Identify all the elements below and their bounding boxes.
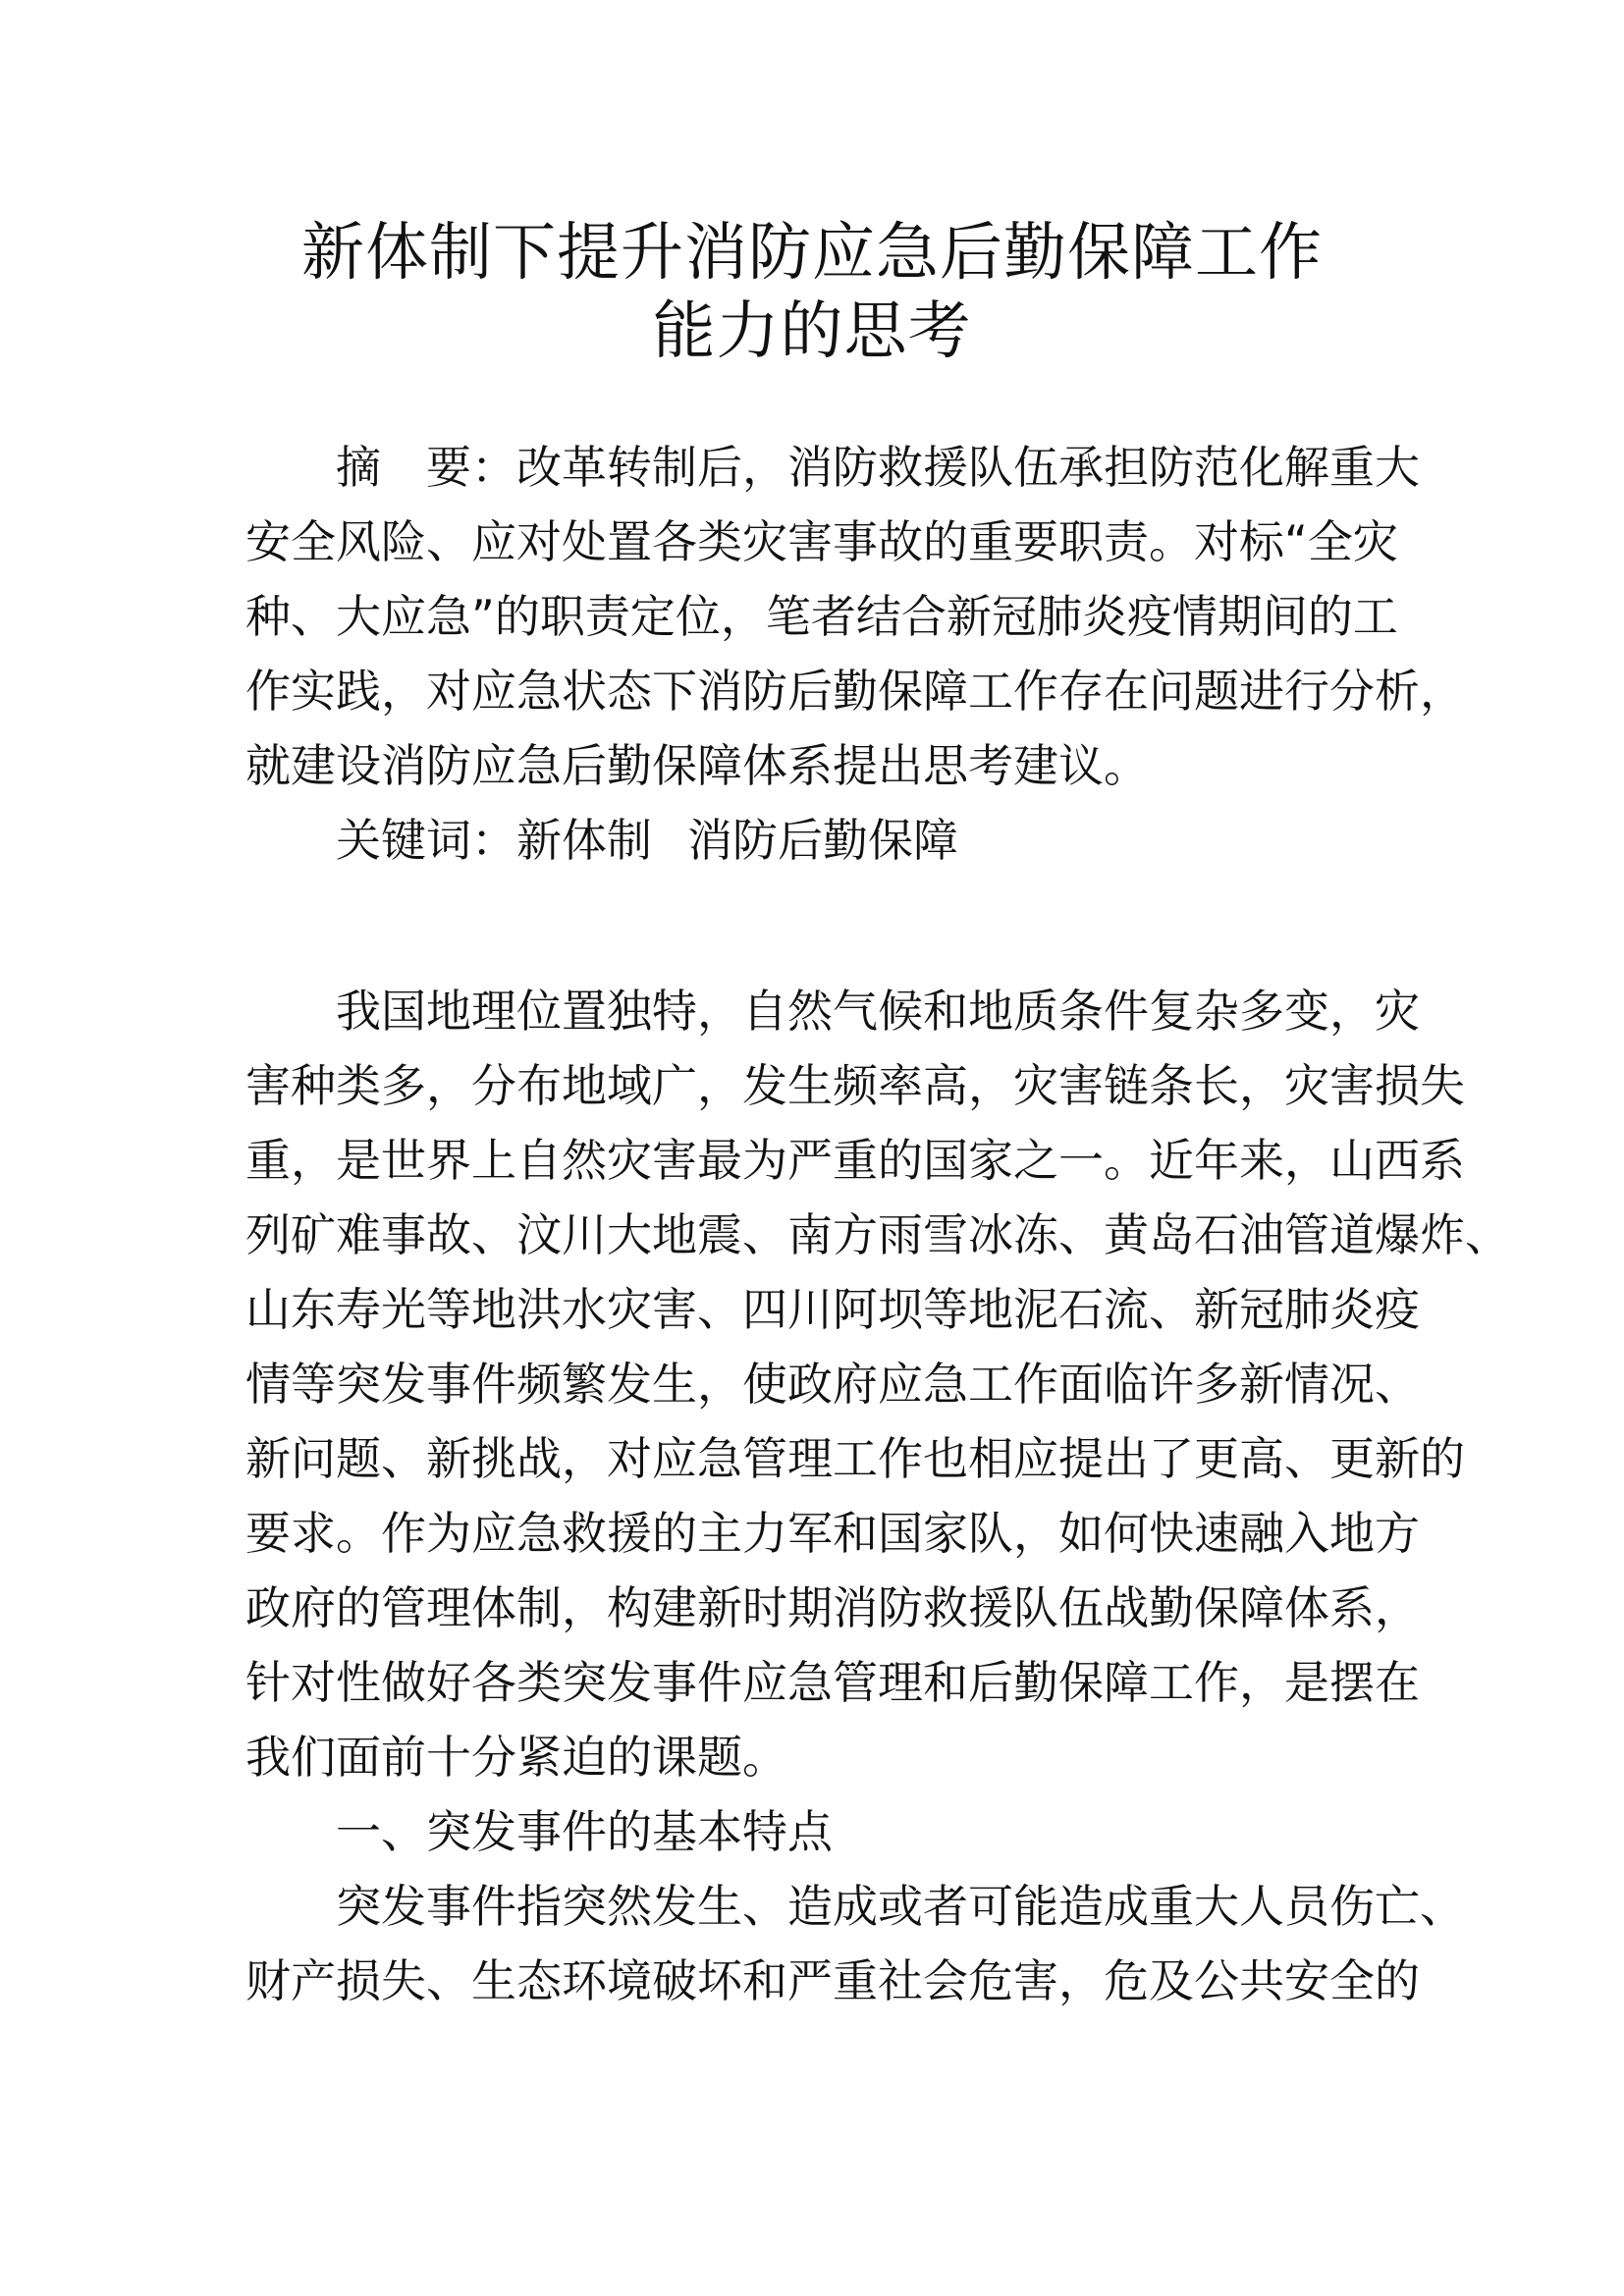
abstract-text-line: 作实践，对应急状态下消防后勤保障工作存在问题进行分析， xyxy=(245,665,1465,718)
body-text-line: 列矿难事故、汶川大地震、南方雨雪冰冻、黄岛石油管道爆炸、 xyxy=(245,1208,1510,1261)
abstract-text-line: 改革转制后，消防救援队伍承担防范化解重大 xyxy=(516,441,1420,494)
abstract-first-line xyxy=(336,438,1420,497)
body-text-line: 山东寿光等地洪水灾害、四川阿坝等地泥石流、新冠肺炎疫 xyxy=(245,1283,1420,1336)
body-text-line: 突发事件指突然发生、造成或者可能造成重大人员伤亡、 xyxy=(336,1880,1465,1933)
body-text-line: 我国地理位置独特，自然气候和地质条件复杂多变，灾 xyxy=(336,985,1420,1038)
keyword-item: 新体制 xyxy=(516,814,652,867)
body-text-line: 要求。作为应急救援的主力军和国家队，如何快速融入地方 xyxy=(245,1507,1420,1560)
body-text-line: 政府的管理体制，构建新时期消防救援队伍战勤保障体系， xyxy=(245,1581,1420,1634)
keyword-item: 消防后勤保障 xyxy=(687,814,958,867)
body-text-line: 害种类多，分布地域广，发生频率高，灾害链条长，灾害损失 xyxy=(245,1059,1465,1112)
abstract-label: 摘 要： xyxy=(336,441,516,494)
body-text-line: 新问题、新挑战，对应急管理工作也相应提出了更高、更新的 xyxy=(245,1432,1465,1485)
body-text-line: 针对性做好各类突发事件应急管理和后勤保障工作，是摆在 xyxy=(245,1656,1420,1709)
abstract-text-line: 安全风险、应对处置各类灾害事故的重要职责。对标“全灾 xyxy=(245,515,1398,568)
section-heading: 一、突发事件的基本特点 xyxy=(336,1805,833,1858)
body-text-line: 情等突发事件频繁发生，使政府应急工作面临许多新情况、 xyxy=(245,1358,1420,1411)
document-title-line-1: 新体制下提升消防应急后勤保障工作 xyxy=(301,217,1323,290)
body-text-line: 我们面前十分紧迫的课题。 xyxy=(245,1731,787,1784)
keywords-label: 关键词： xyxy=(336,814,516,867)
body-text-line: 重，是世界上自然灾害最为严重的国家之一。近年来，山西系 xyxy=(245,1134,1465,1187)
abstract-text-line: 就建设消防应急后勤保障体系提出思考建议。 xyxy=(245,739,1149,792)
document-title-line-2: 能力的思考 xyxy=(652,295,972,368)
abstract-text-line: 种、大应急”的职责定位，笔者结合新冠肺炎疫情期间的工 xyxy=(245,590,1398,643)
keywords-line xyxy=(336,811,1404,870)
body-text-line: 财产损失、生态环境破坏和严重社会危害，危及公共安全的 xyxy=(245,1954,1420,2007)
